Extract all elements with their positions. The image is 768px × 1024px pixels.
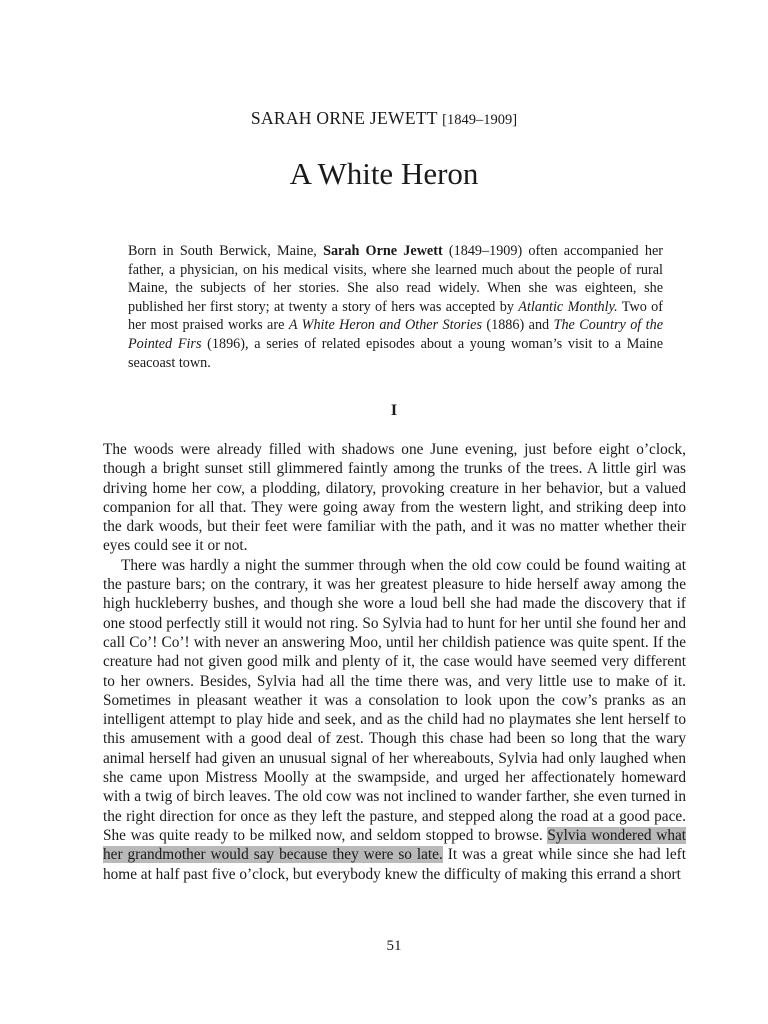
- bio-work-1: A White Heron and Other Stories: [288, 317, 482, 334]
- body-paragraph-1: The woods were already filled with shadows one June evening, just before eight o’clock, though a bright sunset still glimmered faintly among the trunks of the trees. A little girl was driving home her cow, a plodding, dilatory, provoking creature in her behavior, but a valued companion for all that. They were going away from the western light, and striking deep into the dark woods, but their feet were familiar with the path, and it was no matter whether their eyes could see it or not.: [103, 441, 686, 555]
- bio-magazine: Atlantic Monthly.: [518, 298, 618, 315]
- author-bio: [128, 242, 663, 372]
- bio-intro: Born in South Berwick, Maine,: [128, 243, 324, 259]
- story-title: A White Heron: [289, 156, 479, 191]
- body-paragraph-2-continuation: It was a great while since she had left home at half past five o’clock, but everybody knew the difficulty of making this errand a short: [103, 846, 686, 883]
- author-dates: [1849–1909]: [442, 112, 518, 128]
- bio-text-3: (1886) and: [481, 317, 554, 334]
- bio-text-4: (1896), a series of related episodes about a young woman’s visit to a Maine seacoast town.: [128, 335, 663, 371]
- bio-text-2: Two of her most praised works are: [128, 298, 663, 334]
- highlighted-sentence[interactable]: Sylvia wondered what her grandmother would say because they were so late.: [103, 826, 687, 864]
- bio-work-2: The Country of the Pointed Firs: [128, 317, 663, 352]
- author-heading: [0, 108, 768, 129]
- body-paragraph-2: [103, 556, 686, 884]
- author-name: SARAH ORNE JEWETT: [250, 108, 438, 128]
- bio-paragraph: [128, 242, 663, 372]
- section-heading: I: [390, 402, 398, 419]
- bio-text-1: (1849–1909) often accompanied her father, a physician, on his medical visits, where she learned much about the people of rural Maine, the subjects of her stories. She also read widely. When she was eighteen, she published her first story; at twenty a story of hers was accepted by: [128, 243, 663, 315]
- story-body: [103, 440, 686, 884]
- body-paragraph-2-text: There was hardly a night the summer through when the old cow could be found waiting at the pasture bars; on the contrary, it was her greatest pleasure to hide herself away among the high huckleberry bushes, and though she wore a loud bell she had made the discovery that if one stood perfectly still it would not ring. So Sylvia had to hunt for her until she found her and call Co’! Co’! with never an answering Moo, until her childish patience was quite spent. If the creature had not given good milk and plenty of it, the case would have seemed very different to her owners. Besides, Sylvia had all the time there was, and very little use to make of it. Sometimes in pleasant weather it was a consolation to look upon the cow’s pranks as an intelligent attempt to play hide and seek, and as the child had no playmates she lent herself to this amusement with a good deal of zest. Though this chase had been so long that the wary animal herself had given an unusual signal of her whereabouts, Sylvia had only laughed when she came upon Mistress Moolly at the swampside, and urged her affectionately homeward with a twig of birch leaves. The old cow was not inclined to wander farther, she even turned in the right direction for once as they left the pasture, and stepped along the road at a good pace. She was quite ready to be milked now, and seldom stopped to browse.: [103, 556, 686, 844]
- page-number: 51: [386, 938, 402, 954]
- bio-author-name: Sarah Orne Jewett: [323, 243, 443, 259]
